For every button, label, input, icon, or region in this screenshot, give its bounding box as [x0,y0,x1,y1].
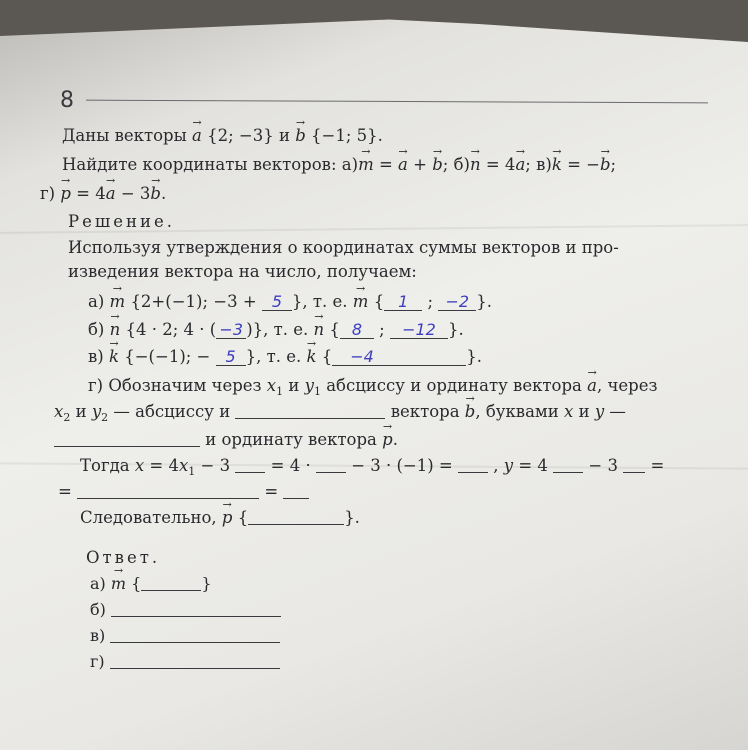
answer-a-blank [141,576,201,591]
part-c-label: в) [536,155,552,174]
handwritten-answer: −2 [438,294,476,311]
handwritten-answer: 5 [216,349,246,366]
part-d-label: г) [40,184,56,203]
brace-open: { [237,508,249,527]
problem-given-line [62,126,383,146]
solution-d-line3 [54,430,398,450]
brace-close: }. [466,347,483,366]
solution-b-label: б) [88,320,105,339]
symbol-y: y [594,402,605,421]
subscript: 1 [188,465,196,478]
brace-close: }. [476,292,492,311]
separator: ; [427,292,433,311]
handwritten-answer: −12 [390,322,448,339]
text: = [58,482,72,501]
page-number: 8 [60,88,74,113]
text: . [392,430,398,449]
symbol-y: y [503,456,514,475]
solution-c [88,347,482,367]
brace-open: { [321,347,333,366]
subscript: 1 [276,385,284,398]
solution-b-coords: {4 · 2; 4 · ( [125,320,217,339]
vector-b: → b [465,402,476,422]
answer-heading: Ответ. [86,548,161,567]
blank [553,458,583,473]
solution-intro-1: Используя утверждения о координатах суммы векторов и про- [68,238,619,257]
given-a-coords: {2; −3} [207,126,274,145]
subscript: 2 [63,411,71,424]
problem-part-d-line [40,184,166,204]
given-b-coords: {−1; 5}. [311,126,383,145]
solution-intro-2: изведения вектора на число, получаем: [68,262,417,281]
handwritten-answer: −4 [332,349,466,366]
answer-d [90,652,280,672]
answer-b-label: б) [90,600,106,619]
subscript: 1 [313,385,321,398]
symbol-y: y [91,402,102,421]
answer-a-label: а) [90,574,106,593]
brace-close: }. [447,320,464,339]
part-d-expr: = 4→ a − 3→ b. [76,184,166,203]
solution-then-line [80,456,664,482]
solution-a-coords-close: }, т. е. [291,292,348,311]
blank [458,458,488,473]
solution-a-coords: {2+(−1); −3 + [130,292,257,311]
solution-d-line2 [54,402,626,428]
handwritten-answer: 1 [384,294,422,311]
text: − 3 · (−1) = [351,456,453,475]
part-a-expr: = → a + → b; [379,155,448,174]
vector-a: → a [515,155,525,175]
text: — [609,402,626,421]
part-b-label: б) [453,155,470,174]
text: = 4 · [270,456,311,475]
blank [77,484,259,499]
text: — абсциссу и [113,402,231,421]
text: г) Обозначим через [88,376,262,395]
blank [316,458,346,473]
vector-p: → p [60,184,71,204]
given-prefix: Даны векторы [62,126,187,145]
text: и [578,402,590,421]
text: , через [596,376,658,395]
blank [283,484,309,499]
handwritten-answer: 5 [262,294,292,311]
solution-a-label: а) [88,292,105,311]
answer-d-label: г) [90,652,105,671]
vector-a: → a [587,376,597,396]
solution-b-coords-close: )}, т. е. [246,320,309,339]
part-b-expr: = 4→ a; [486,155,531,174]
vector-m: → m [353,292,369,312]
separator: ; [379,320,385,339]
vector-b: → b [150,184,161,204]
vector-b: → b [432,155,443,175]
text: абсциссу и ординату вектора [326,376,582,395]
answer-c-blank [110,628,280,643]
symbol-x: x [54,402,64,421]
vector-n: → n [470,155,481,175]
answer-b [90,600,281,620]
vector-n: → n [110,320,121,340]
vector-b: → b [600,155,611,175]
blank [235,458,265,473]
blank [54,432,200,447]
answer-c-label: в) [90,626,106,645]
part-c-expr: = −→ b; [567,155,616,174]
blank [623,458,645,473]
text: , [493,456,499,475]
solution-c-coords-close: }, т. е. [245,347,302,366]
text: = 4 [149,456,179,475]
vector-k: → k [109,347,119,367]
text: − 3 [588,456,618,475]
symbol-x: x [266,376,277,395]
symbol-x: x [178,456,189,475]
vector-p: → p [382,430,393,450]
blank [248,510,344,525]
text: вектора [390,402,460,421]
solution-c-label: в) [88,347,104,366]
vector-m: → m [111,574,126,594]
solution-a [88,292,492,312]
solution-continue-line [58,482,309,502]
text: , буквами [475,402,559,421]
text: = 4 [518,456,548,475]
solution-b [88,320,464,340]
vector-a: → a [106,184,116,204]
answer-d-blank [110,654,280,669]
answer-b-blank [111,602,281,617]
vector-b: → b [295,126,306,146]
brace-open: { [329,320,340,339]
brace-open: { [373,292,385,311]
answer-c [90,626,280,646]
solution-d-line1 [88,376,657,402]
given-and: и [278,126,290,145]
vector-m: → m [110,292,126,312]
symbol-x: x [564,402,574,421]
text: Тогда [80,456,130,475]
find-text: Найдите координаты векторов: [62,155,337,174]
vector-a: → a [192,126,202,146]
solution-conclusion [80,508,360,528]
brace-open: { [131,574,142,593]
text: и [75,402,87,421]
text: Следовательно, [80,508,217,527]
vector-a: → a [398,155,408,175]
symbol-y: y [304,376,314,395]
text: и [288,376,300,395]
symbol-x: x [134,456,145,475]
text: и ординату вектора [205,430,377,449]
subscript: 2 [101,411,109,424]
answer-a [90,574,212,594]
vector-n: → n [314,320,325,340]
text: = [264,482,279,501]
brace-close: }. [344,508,360,527]
vector-k: → k [552,155,562,175]
solution-heading: Решение. [68,212,175,231]
solution-c-coords: {−(−1); − [124,347,211,366]
part-a-label: а) [341,155,359,174]
blank [235,404,385,419]
vector-p: → p [222,508,233,528]
handwritten-answer: 8 [340,322,374,339]
text: − 3 [200,456,231,475]
problem-find-line [62,155,616,175]
text: = [650,456,665,475]
handwritten-answer: −3 [216,322,246,339]
brace-close: } [201,574,212,593]
vector-k: → k [307,347,317,367]
vector-m: → m [358,155,374,175]
